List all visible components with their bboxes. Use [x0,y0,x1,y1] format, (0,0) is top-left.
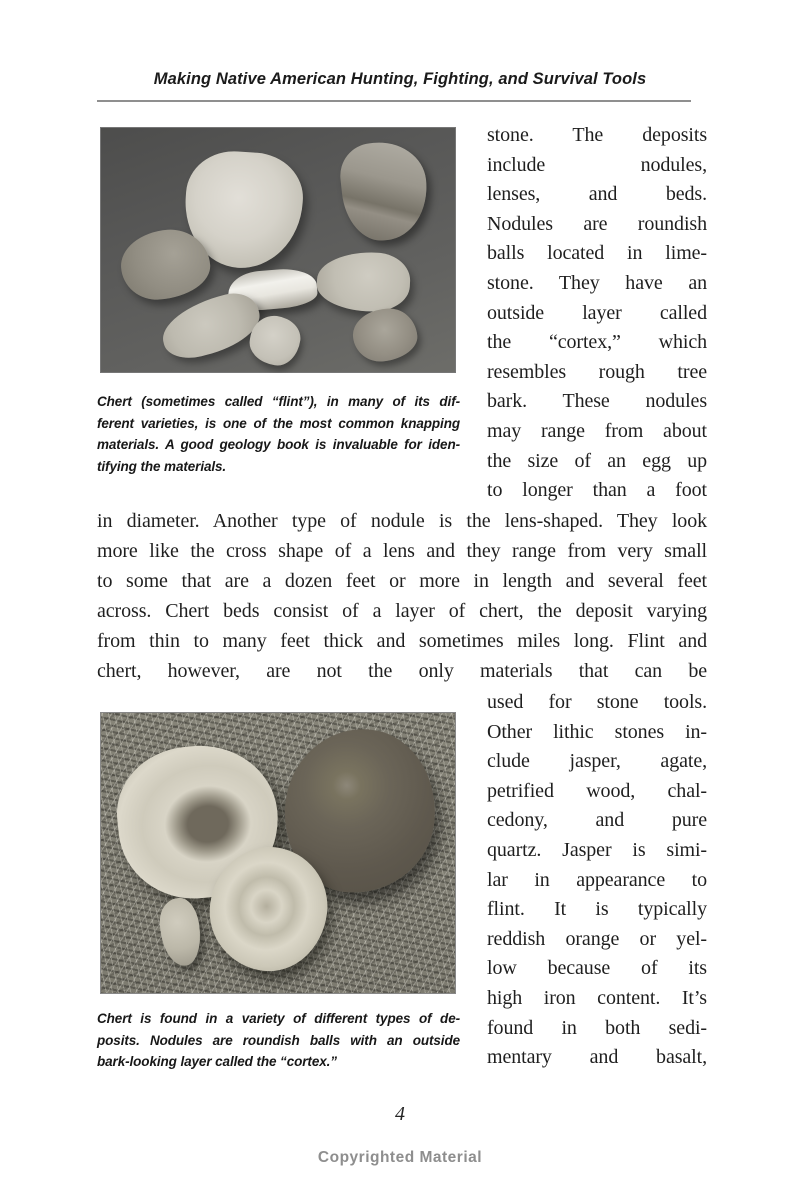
text-line: flint. It is typically [487,898,707,921]
text-line: materials. A good geology book is invaluable for iden- [97,437,460,453]
text-line: cedony, and pure [487,809,707,832]
text-line: petrified wood, chal- [487,779,707,802]
text-line: lar in appearance to [487,868,707,891]
text-line: in diameter. Another type of nodule is the lens-shaped. They look [97,510,707,532]
stone-top-right [337,138,432,245]
text-line: to some that are a dozen feet or more in length and several feet [97,570,707,592]
photo-chert-varieties [100,127,456,373]
stone-right-middle [316,250,412,314]
text-line: mentary and basalt, [487,1046,707,1069]
text-line: low because of its [487,957,707,980]
body-column-right-upper [487,121,707,506]
text-line: clude jasper, agate, [487,750,707,773]
text-line: lenses, and beds. [487,183,707,206]
text-line: bark-looking layer called the “cortex.” [97,1054,337,1070]
photo2-caption [97,1008,460,1073]
stone-bottom-left [155,288,265,365]
text-line: ferent varieties, is one of the most common knapping [97,415,460,431]
text-line: Other lithic stones in- [487,720,707,743]
photo1-caption [97,391,460,478]
header-rule [97,100,691,102]
text-line: across. Chert beds consist of a layer of chert, the deposit varying [97,600,707,622]
page-number: 4 [395,1103,405,1125]
text-line: to longer than a foot [487,479,707,502]
text-line: from thin to many feet thick and sometimes miles long. Flint and [97,630,707,652]
copyright-notice: Copyrighted Material [317,1149,483,1166]
text-line: the size of an egg up [487,449,707,472]
text-line: include nodules, [487,153,707,176]
stone-bottom-right [350,306,419,364]
text-line: more like the cross shape of a lens and they range from very small [97,540,707,562]
nodule-small [156,896,204,968]
text-line: may range from about [487,419,707,442]
text-line: bark. These nodules [487,390,707,413]
text-line: tifying the materials. [97,459,227,475]
body-column-right-lower [487,688,707,1073]
body-paragraph-full-width [97,506,707,686]
text-line: quartz. Jasper is simi- [487,838,707,861]
text-line: used for stone tools. [487,691,707,713]
text-line: stone. They have an [487,271,707,294]
running-head-title: Making Native American Hunting, Fighting, and Survival Tools [153,70,647,88]
photo-chert-nodules [100,712,456,994]
text-line: Nodules are roundish [487,212,707,235]
text-line: Chert is found in a variety of different types of de- [97,1011,460,1026]
text-line: outside layer called [487,301,707,324]
text-line: chert, however, are not the only materials that can be [97,660,707,682]
text-line: reddish orange or yel- [487,927,707,950]
text-line: found in both sedi- [487,1016,707,1039]
text-line: Chert (sometimes called “flint”), in many of its dif- [97,394,460,409]
text-line: resembles rough tree [487,360,707,383]
text-line: posits. Nodules are roundish balls with an outside [97,1032,460,1048]
text-line: the “cortex,” which [487,331,707,354]
text-line: stone. The deposits [487,124,707,146]
text-line: high iron content. It’s [487,986,707,1009]
text-line: balls located in lime- [487,242,707,265]
